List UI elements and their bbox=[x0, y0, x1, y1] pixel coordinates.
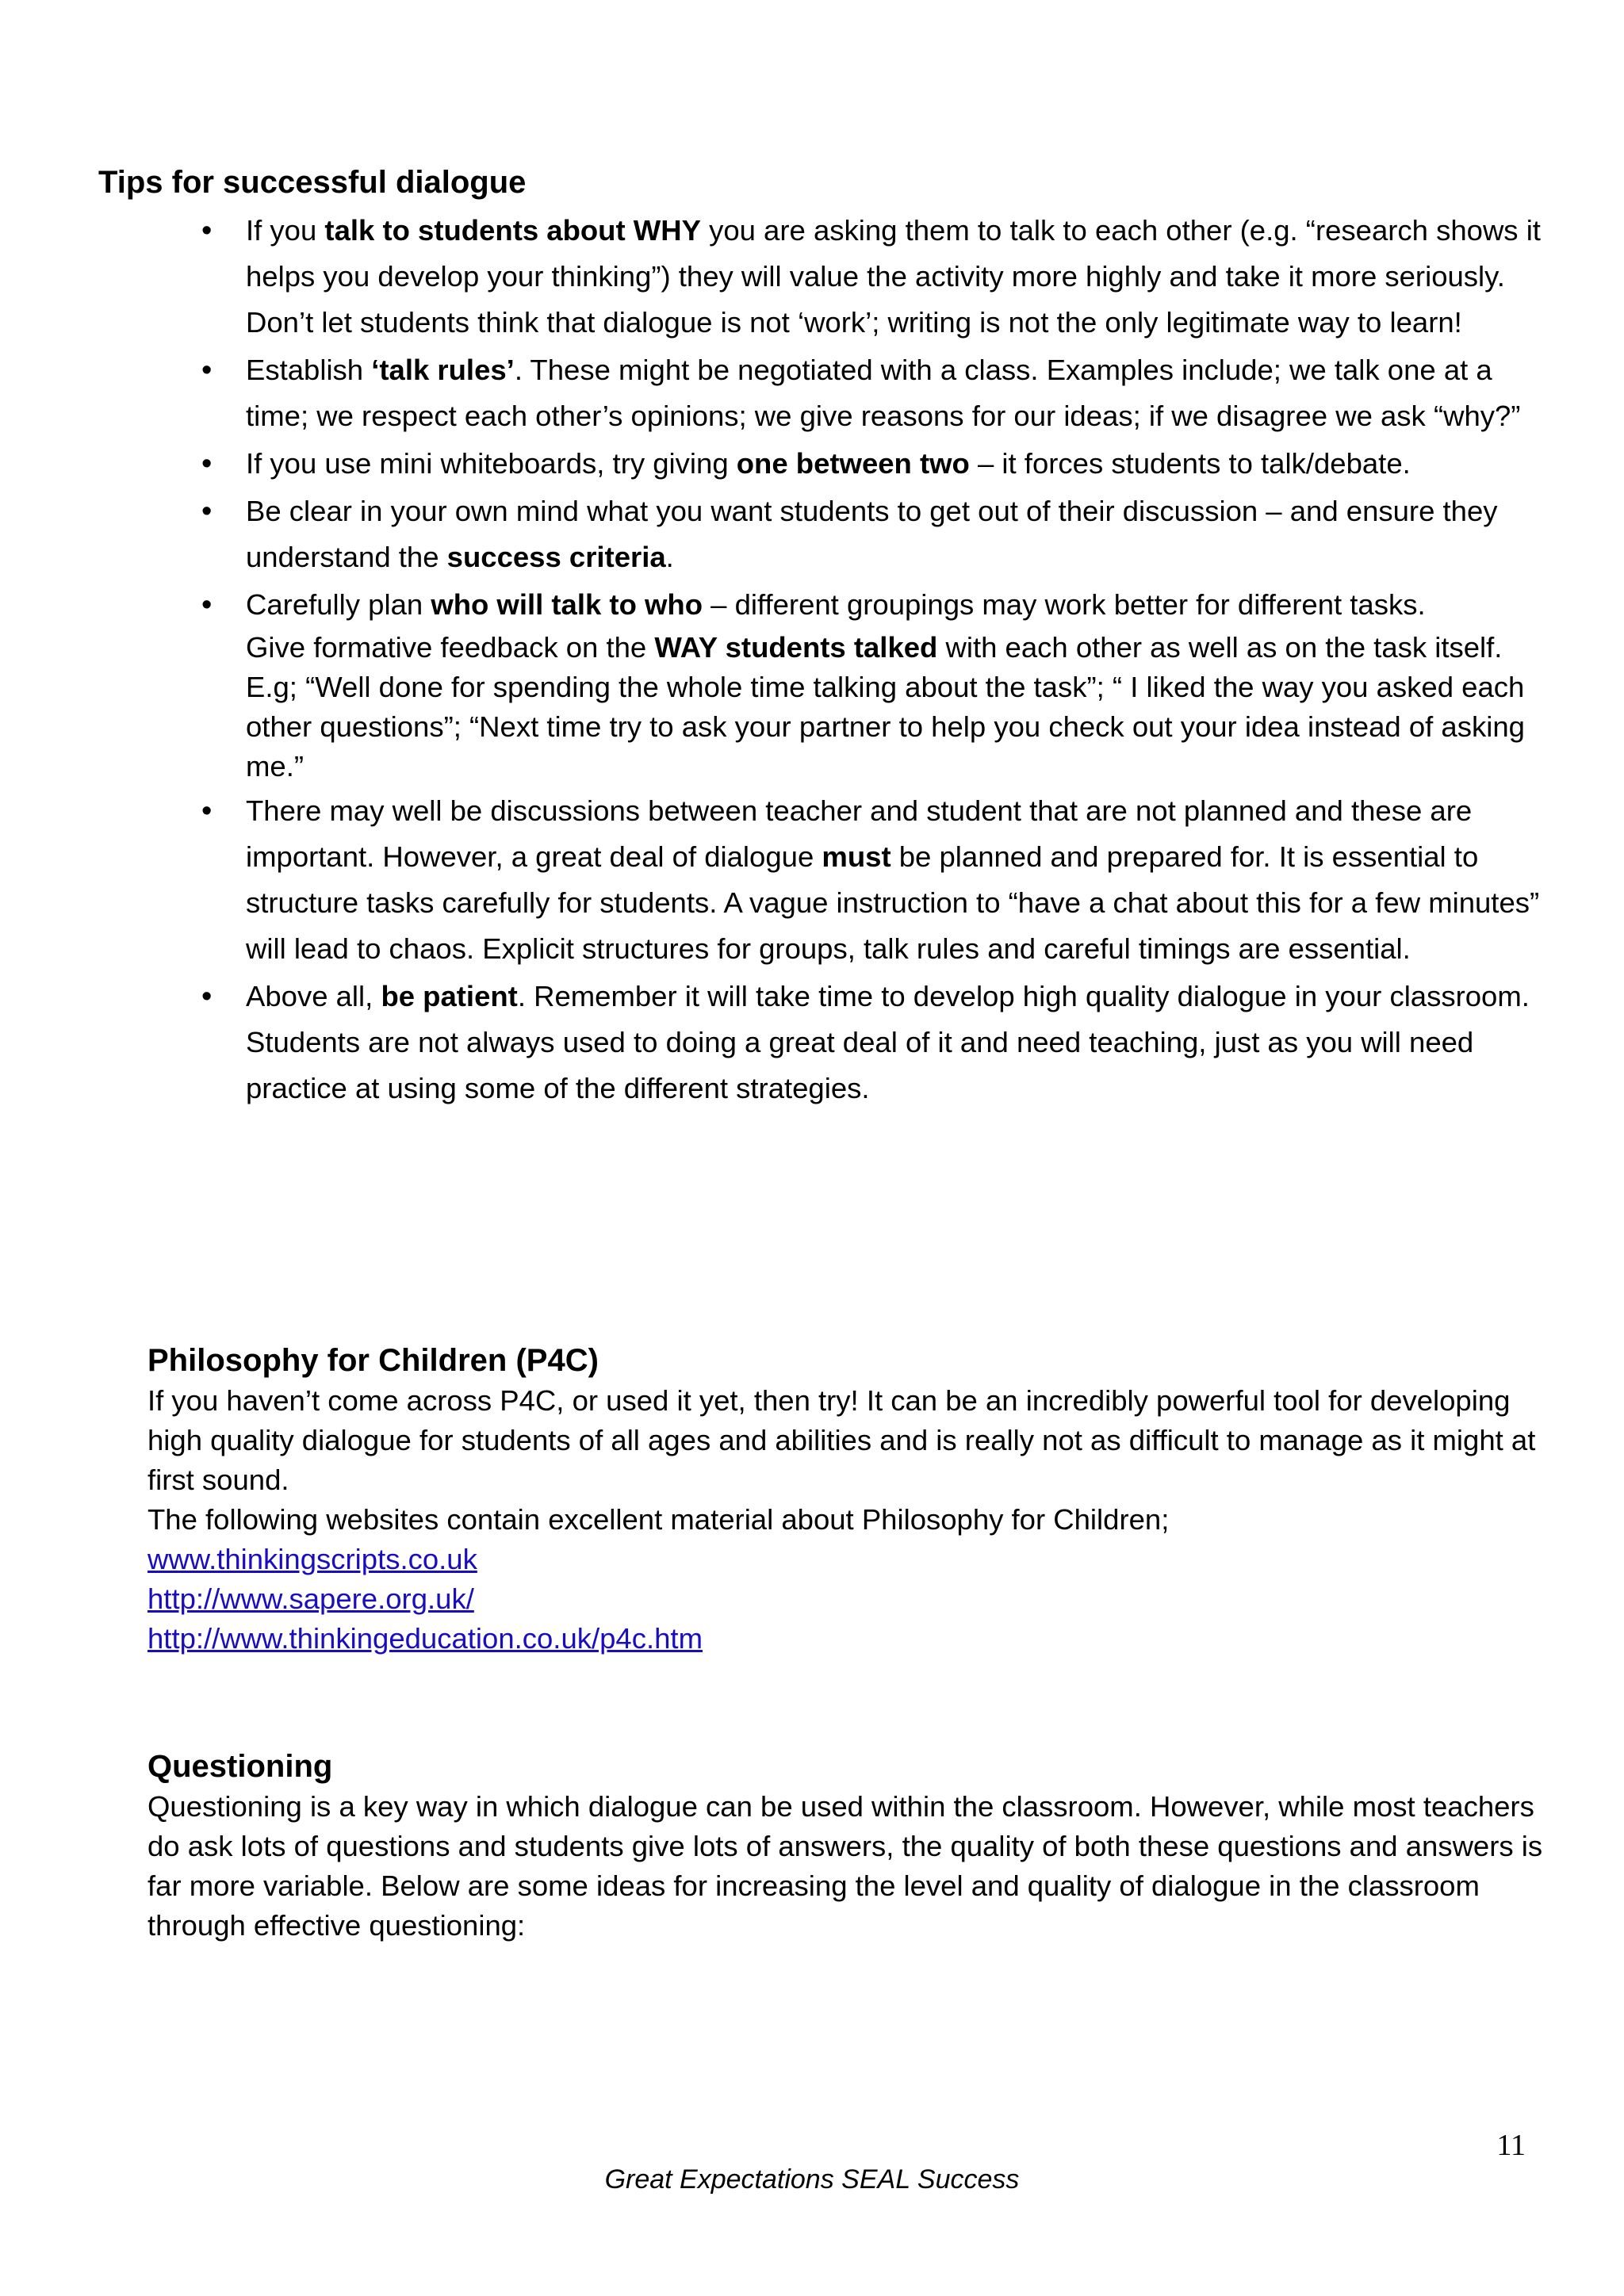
list-item: • If you use mini whiteboards, try giving one between two – it forces students to talk/debate. bbox=[201, 441, 1542, 487]
paragraph: If you haven’t come across P4C, or used it yet, then try! It can be an incredibly powerful tool for developing high quality dialogue for students of all ages and abilities and is really not as difficult to manage as it might at first sound. bbox=[147, 1384, 1536, 1496]
list-item-continuation: Give formative feedback on the WAY students talked with each other as well as on the task itself. E.g; “Well done for spending the whole time talking about the task”; “ I liked the way you asked each other questions”; “Next time try to ask your partner to help you check out your idea instead of asking me.” bbox=[246, 631, 1525, 783]
list-item: • Be clear in your own mind what you want students to get out of their discussion – and ensure they understand the success criteria. bbox=[201, 488, 1542, 580]
section-title-questioning: Questioning bbox=[147, 1749, 333, 1784]
list-item: • Establish ‘talk rules’. These might be negotiated with a class. Examples include; we talk one at a time; we respect each other’s opinions; we give reasons for our ideas; if we disagree we ask “why?” bbox=[201, 347, 1542, 439]
list-item: • If you talk to students about WHY you are asking them to talk to each other (e.g. “research shows it helps you develop your thinking”) they will value the activity more highly and take it more seriously. Don’t let students think that dialogue is not ‘work’; writing is not the only legitimate way to learn! bbox=[201, 208, 1542, 346]
link-thinkingeducation[interactable]: http://www.thinkingeducation.co.uk/p4c.htm bbox=[147, 1622, 703, 1655]
list-item: • Above all, be patient. Remember it will take time to develop high quality dialogue in your classroom. Students are not always used to doing a great deal of it and need teaching, just as you will need practice at using some of the different strategies. bbox=[201, 974, 1542, 1112]
section-questioning bbox=[147, 1746, 1543, 1946]
paragraph: The following websites contain excellent material about Philosophy for Children; bbox=[147, 1503, 1170, 1536]
list-item: • There may well be discussions between teacher and student that are not planned and these are important. However, a great deal of dialogue must be planned and prepared for. It is essential to structure tasks carefully for students. A vague instruction to “have a chat about this for a few minutes” will lead to chaos. Explicit structures for groups, talk rules and careful timings are essential. bbox=[201, 788, 1542, 972]
link-thinkingscripts[interactable]: www.thinkingscripts.co.uk bbox=[147, 1543, 477, 1575]
page-number: 11 bbox=[1496, 2129, 1526, 2162]
list-item: • Carefully plan who will talk to who – different groupings may work better for different tasks. Give formative feedback on the WAY students talked with each other as well as on the task itself. E.g; “Well done for spending the whole time talking about the task”; “ I liked the way you asked each other questions”; “Next time try to ask your partner to help you check out your idea instead of asking me.” bbox=[201, 582, 1542, 786]
section-p4c bbox=[147, 1340, 1543, 1659]
link-sapere[interactable]: http://www.sapere.org.uk/ bbox=[147, 1582, 474, 1615]
section-title-tips: Tips for successful dialogue bbox=[98, 165, 527, 200]
tips-list bbox=[201, 208, 1542, 1113]
paragraph: Questioning is a key way in which dialogue can be used within the classroom. However, while most teachers do ask lots of questions and students give lots of answers, the quality of both these questions and answers is far more variable. Below are some ideas for increasing the level and quality of dialogue in the classroom through effective questioning: bbox=[147, 1790, 1543, 1942]
page-footer: Great Expectations SEAL Success bbox=[604, 2164, 1020, 2195]
section-title-p4c: Philosophy for Children (P4C) bbox=[147, 1343, 599, 1378]
